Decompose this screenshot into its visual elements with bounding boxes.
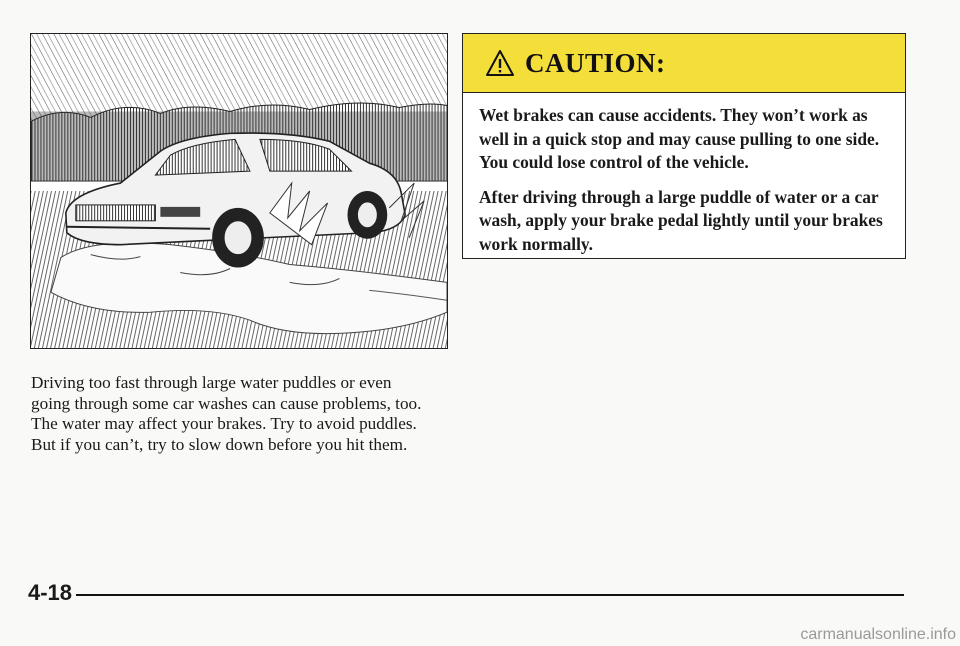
caution-title: CAUTION: bbox=[525, 47, 666, 78]
body-line: going through some car washes can cause problems, too. bbox=[31, 393, 422, 413]
caution-header bbox=[463, 34, 905, 93]
warning-triangle-icon bbox=[485, 49, 515, 77]
car-puddle-drawing bbox=[31, 34, 447, 348]
body-line: But if you can’t, try to slow down before you hit them. bbox=[31, 434, 408, 454]
caution-body bbox=[463, 93, 905, 256]
page-number: 4-18 bbox=[28, 580, 73, 605]
body-paragraph bbox=[31, 373, 461, 455]
footer-rule bbox=[76, 594, 904, 596]
caution-paragraph: Wet brakes can cause accidents. They won’t work as well in a quick stop and may cause pulling to one side. You could lose control of the vehicle. bbox=[479, 105, 880, 172]
watermark: carmanualsonline.info bbox=[800, 626, 956, 643]
car-puddle-illustration bbox=[30, 33, 448, 349]
caution-box bbox=[462, 33, 906, 259]
caution-paragraph: After driving through a large puddle of water or a car wash, apply your brake pedal lightly until your brakes work normally. bbox=[479, 186, 883, 254]
body-line: The water may affect your brakes. Try to avoid puddles. bbox=[31, 414, 417, 433]
body-line: Driving too fast through large water puddles or even bbox=[31, 373, 392, 392]
